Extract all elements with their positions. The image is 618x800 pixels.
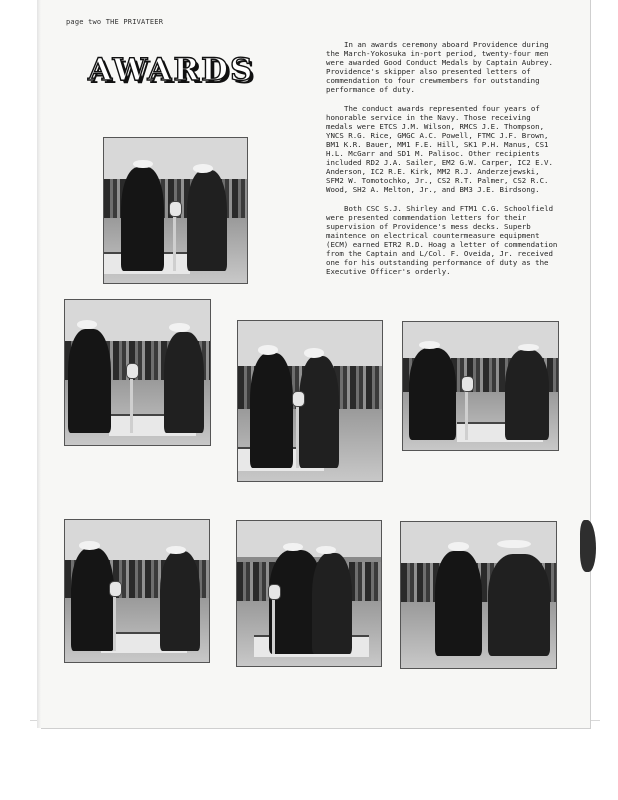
article-paragraph: Both CSC S.J. Shirley and FTM1 C.G. Schoolfield were presented commendation letters for their supervision of Providence's mess decks. Superb maintence on electrical countermeasure equipment (ECM) earned ETR2 R.D. Hoag a letter of commendation from the Captain and L/Col. F. Oveida, Jr. received one for his outstanding performance of duty as the Executive Officer's orderly.: [326, 203, 558, 277]
ceremony-photo: [64, 299, 211, 446]
page-title: AWARDS: [88, 52, 255, 88]
ceremony-photo: [236, 520, 382, 667]
ceremony-photo: [103, 137, 248, 284]
ceremony-photo: [64, 519, 210, 663]
running-head: page two THE PRIVATEER: [66, 18, 164, 26]
article-body: [326, 40, 558, 285]
article-paragraph: The conduct awards represented four years of honorable service in the Navy. Those receiving medals were ETCS J.M. Wilson, RMCS J.E. Thompson, YNCS R.G. Rice, GMGC A.C. Powell, FTMC J.F. Brown, BM1 K.R. Bauer, MM1 F.E. Hill, SK1 P.H. Manus, CS1 H.L. McGarr and SD1 M. Palisoc. Other recipients included RD2 J.A. Sailer, EM2 G.W. Carper, IC2 E.V. Anderson, IC2 R.E. Kirk, MM2 R.J. Anderzejewski, SFM2 W. Tomotochko, Jr., CS2 R.T. Palmer, CS2 R.C. Wood, SH2 A. Melton, Jr., and BM3 J.E. Birdsong.: [326, 103, 553, 195]
page-binding: [37, 0, 41, 728]
ceremony-photo: [237, 320, 383, 482]
ceremony-photo: [402, 321, 559, 451]
ceremony-photo: [400, 521, 557, 669]
article-paragraph: In an awards ceremony aboard Providence during the March-Yokosuka in-port period, twenty-four men were awarded Good Conduct Medals by Captain Aubrey. Providence's skipper also presented letters of commendation to four crewmembers for outstanding performance of duty.: [326, 40, 553, 95]
